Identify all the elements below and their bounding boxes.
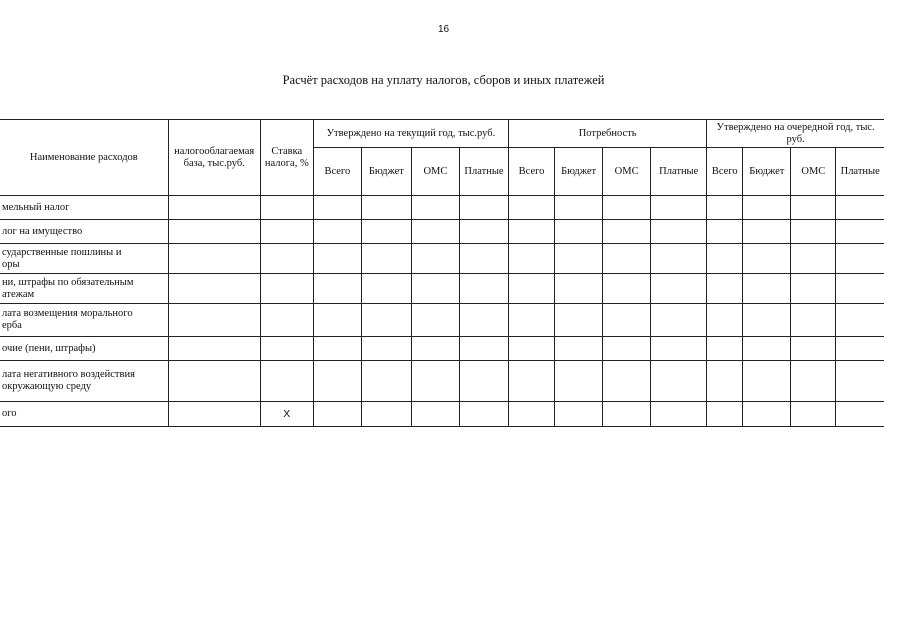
tax-rate-cell[interactable] bbox=[260, 220, 313, 244]
amount-cell[interactable] bbox=[791, 337, 836, 361]
amount-cell[interactable] bbox=[603, 304, 651, 337]
header-expense-name: Наименование расходов bbox=[0, 120, 168, 196]
tax-rate-cell[interactable]: Х bbox=[260, 402, 313, 427]
table-row bbox=[0, 304, 884, 337]
amount-cell[interactable] bbox=[361, 220, 411, 244]
tax-rate-cell[interactable] bbox=[260, 244, 313, 274]
amount-cell[interactable] bbox=[313, 244, 361, 274]
document-title: Расчёт расходов на уплату налогов, сборов и иных платежей bbox=[282, 73, 605, 87]
amount-cell[interactable] bbox=[791, 220, 836, 244]
row-label-line: оры bbox=[2, 258, 20, 270]
amount-cell[interactable] bbox=[459, 402, 508, 427]
amount-cell[interactable] bbox=[313, 361, 361, 402]
amount-cell[interactable] bbox=[603, 337, 651, 361]
tax-base-cell[interactable] bbox=[168, 361, 260, 402]
amount-cell[interactable] bbox=[651, 304, 707, 337]
tax-rate-cell[interactable] bbox=[260, 274, 313, 304]
amount-cell[interactable] bbox=[509, 244, 555, 274]
subheader-need-paid: Платные bbox=[651, 148, 707, 196]
amount-cell[interactable] bbox=[791, 304, 836, 337]
amount-cell[interactable] bbox=[459, 361, 508, 402]
amount-cell[interactable] bbox=[743, 337, 791, 361]
row-label bbox=[0, 402, 168, 427]
table-row bbox=[0, 220, 884, 244]
amount-cell[interactable] bbox=[743, 274, 791, 304]
row-label-line: атежам bbox=[2, 288, 35, 300]
amount-cell[interactable] bbox=[651, 244, 707, 274]
table-row bbox=[0, 244, 884, 274]
amount-cell[interactable] bbox=[509, 196, 555, 220]
amount-cell[interactable] bbox=[459, 274, 508, 304]
amount-cell[interactable] bbox=[707, 304, 743, 337]
subheader-current-total: Всего bbox=[313, 148, 361, 196]
row-label-line: ого bbox=[2, 408, 17, 419]
amount-cell[interactable] bbox=[836, 244, 884, 274]
amount-cell[interactable] bbox=[707, 220, 743, 244]
row-label-line: сударственные пошлины и bbox=[2, 246, 122, 258]
amount-cell[interactable] bbox=[459, 244, 508, 274]
amount-cell[interactable] bbox=[555, 337, 603, 361]
amount-cell[interactable] bbox=[361, 274, 411, 304]
amount-cell[interactable] bbox=[707, 402, 743, 427]
amount-cell[interactable] bbox=[707, 337, 743, 361]
amount-cell[interactable] bbox=[707, 244, 743, 274]
subheader-current-budget: Бюджет bbox=[361, 148, 411, 196]
amount-cell[interactable] bbox=[313, 304, 361, 337]
amount-cell[interactable] bbox=[361, 304, 411, 337]
row-label-line: ни, штрафы по обязательным bbox=[2, 276, 134, 288]
amount-cell[interactable] bbox=[603, 361, 651, 402]
amount-cell[interactable] bbox=[459, 304, 508, 337]
amount-cell[interactable] bbox=[459, 220, 508, 244]
amount-cell[interactable] bbox=[555, 402, 603, 427]
amount-cell[interactable] bbox=[313, 337, 361, 361]
amount-cell[interactable] bbox=[603, 220, 651, 244]
amount-cell[interactable] bbox=[651, 274, 707, 304]
amount-cell[interactable] bbox=[555, 220, 603, 244]
amount-cell[interactable] bbox=[313, 196, 361, 220]
amount-cell[interactable] bbox=[509, 337, 555, 361]
amount-cell[interactable] bbox=[791, 402, 836, 427]
amount-cell[interactable] bbox=[411, 220, 459, 244]
amount-cell[interactable] bbox=[743, 361, 791, 402]
amount-cell[interactable] bbox=[509, 274, 555, 304]
row-label bbox=[0, 244, 168, 274]
amount-cell[interactable] bbox=[459, 337, 508, 361]
header-tax-rate: Ставка налога, % bbox=[260, 120, 313, 196]
amount-cell[interactable] bbox=[603, 274, 651, 304]
row-label-line: окружающую среду bbox=[2, 381, 92, 392]
tax-base-cell[interactable] bbox=[168, 304, 260, 337]
tax-rate-cell[interactable] bbox=[260, 361, 313, 402]
tax-base-cell[interactable] bbox=[168, 402, 260, 427]
amount-cell[interactable] bbox=[707, 274, 743, 304]
row-label-line: лата возмещения морального bbox=[2, 308, 133, 319]
amount-cell[interactable] bbox=[836, 304, 884, 337]
amount-cell[interactable] bbox=[707, 361, 743, 402]
amount-cell[interactable] bbox=[313, 274, 361, 304]
amount-cell[interactable] bbox=[509, 304, 555, 337]
amount-cell[interactable] bbox=[411, 244, 459, 274]
amount-cell[interactable] bbox=[411, 304, 459, 337]
table-row bbox=[0, 274, 884, 304]
subheader-current-paid: Платные bbox=[459, 148, 508, 196]
subheader-need-total: Всего bbox=[509, 148, 555, 196]
amount-cell[interactable] bbox=[361, 337, 411, 361]
amount-cell[interactable] bbox=[743, 196, 791, 220]
expenses-table bbox=[0, 119, 884, 427]
amount-cell[interactable] bbox=[555, 244, 603, 274]
tax-base-cell[interactable] bbox=[168, 274, 260, 304]
header-group-current-year: Утверждено на текущий год, тыс.руб. bbox=[313, 120, 508, 148]
tax-rate-cell[interactable] bbox=[260, 196, 313, 220]
header-tax-base: налогооблагаемая база, тыс.руб. bbox=[168, 120, 260, 196]
amount-cell[interactable] bbox=[555, 304, 603, 337]
amount-cell[interactable] bbox=[603, 244, 651, 274]
amount-cell[interactable] bbox=[791, 361, 836, 402]
amount-cell[interactable] bbox=[555, 196, 603, 220]
amount-cell[interactable] bbox=[411, 196, 459, 220]
table-row bbox=[0, 196, 884, 220]
amount-cell[interactable] bbox=[313, 402, 361, 427]
subheader-next-paid: Платные bbox=[836, 148, 884, 196]
expenses-table-wrapper bbox=[0, 119, 884, 427]
amount-cell[interactable] bbox=[361, 402, 411, 427]
amount-cell[interactable] bbox=[836, 196, 884, 220]
tax-rate-cell[interactable] bbox=[260, 304, 313, 337]
tax-base-cell[interactable] bbox=[168, 196, 260, 220]
amount-cell[interactable] bbox=[603, 196, 651, 220]
amount-cell[interactable] bbox=[313, 220, 361, 244]
amount-cell[interactable] bbox=[509, 402, 555, 427]
amount-cell[interactable] bbox=[836, 220, 884, 244]
amount-cell[interactable] bbox=[651, 361, 707, 402]
amount-cell[interactable] bbox=[411, 274, 459, 304]
amount-cell[interactable] bbox=[791, 244, 836, 274]
header-group-next-year: Утверждено на очередной год, тыс. руб. bbox=[707, 120, 884, 148]
amount-cell[interactable] bbox=[509, 361, 555, 402]
amount-cell[interactable] bbox=[411, 337, 459, 361]
row-label bbox=[0, 196, 168, 220]
amount-cell[interactable] bbox=[411, 402, 459, 427]
subheader-next-oms: ОМС bbox=[791, 148, 836, 196]
row-label bbox=[0, 337, 168, 361]
row-label-line: очие (пени, штрафы) bbox=[2, 342, 96, 354]
subheader-next-budget: Бюджет bbox=[743, 148, 791, 196]
amount-cell[interactable] bbox=[509, 220, 555, 244]
amount-cell[interactable] bbox=[836, 402, 884, 427]
amount-cell[interactable] bbox=[411, 361, 459, 402]
amount-cell[interactable] bbox=[603, 402, 651, 427]
tax-base-cell[interactable] bbox=[168, 337, 260, 361]
table-row bbox=[0, 402, 884, 427]
amount-cell[interactable] bbox=[361, 361, 411, 402]
row-label bbox=[0, 220, 168, 244]
row-label bbox=[0, 361, 168, 402]
amount-cell[interactable] bbox=[836, 274, 884, 304]
amount-cell[interactable] bbox=[459, 196, 508, 220]
amount-cell[interactable] bbox=[651, 196, 707, 220]
amount-cell[interactable] bbox=[707, 196, 743, 220]
amount-cell[interactable] bbox=[836, 337, 884, 361]
amount-cell[interactable] bbox=[791, 274, 836, 304]
subheader-need-budget: Бюджет bbox=[555, 148, 603, 196]
amount-cell[interactable] bbox=[743, 244, 791, 274]
row-label bbox=[0, 304, 168, 337]
row-label-line: лог на имущество bbox=[2, 225, 83, 237]
amount-cell[interactable] bbox=[651, 220, 707, 244]
row-label-line: ерба bbox=[2, 320, 22, 331]
page-number: 16 bbox=[437, 24, 450, 35]
tax-rate-cell[interactable] bbox=[260, 337, 313, 361]
subheader-current-oms: ОМС bbox=[411, 148, 459, 196]
subheader-next-total: Всего bbox=[707, 148, 743, 196]
amount-cell[interactable] bbox=[743, 402, 791, 427]
amount-cell[interactable] bbox=[555, 361, 603, 402]
table-row bbox=[0, 361, 884, 402]
amount-cell[interactable] bbox=[361, 244, 411, 274]
amount-cell[interactable] bbox=[836, 361, 884, 402]
row-label bbox=[0, 274, 168, 304]
row-label-line: лата негативного воздействия bbox=[2, 369, 135, 380]
tax-base-cell[interactable] bbox=[168, 244, 260, 274]
table-row bbox=[0, 337, 884, 361]
subheader-need-oms: ОМС bbox=[603, 148, 651, 196]
amount-cell[interactable] bbox=[555, 274, 603, 304]
amount-cell[interactable] bbox=[743, 304, 791, 337]
amount-cell[interactable] bbox=[743, 220, 791, 244]
row-label-line: мельный налог bbox=[2, 201, 70, 213]
amount-cell[interactable] bbox=[791, 196, 836, 220]
amount-cell[interactable] bbox=[651, 337, 707, 361]
tax-base-cell[interactable] bbox=[168, 220, 260, 244]
amount-cell[interactable] bbox=[651, 402, 707, 427]
header-group-need: Потребность bbox=[509, 120, 707, 148]
amount-cell[interactable] bbox=[361, 196, 411, 220]
